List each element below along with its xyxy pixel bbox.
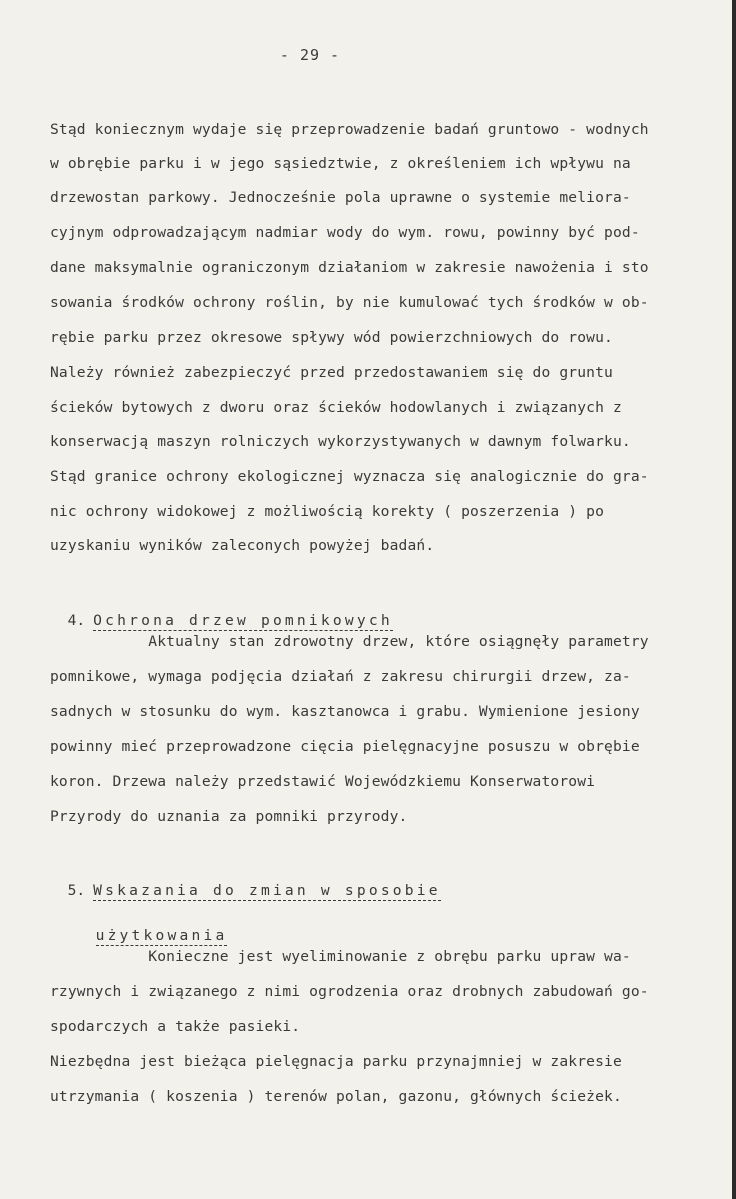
paragraph-line: drzewostan parkowy. Jednocześnie pola uprawne o systemie meliora-	[50, 189, 631, 206]
section-5-line: Niezbędna jest bieżąca pielęgnacja parku przynajmniej w zakresie	[50, 1053, 622, 1070]
section-5-heading	[50, 861, 441, 901]
page-number: - 29 -	[279, 46, 341, 64]
paragraph-line: konserwacją maszyn rolniczych wykorzystywanych w dawnym folwarku.	[50, 433, 631, 450]
section-5-number: 5.	[67, 882, 86, 899]
paragraph-line: sowania środków ochrony roślin, by nie kumulować tych środków w ob-	[50, 294, 649, 311]
paragraph-line: nic ochrony widokowej z możliwością korekty ( poszerzenia ) po	[50, 503, 605, 520]
paragraph-line: Stąd granice ochrony ekologicznej wyznacza się analogicznie do gra-	[50, 468, 649, 485]
paragraph-line: w obrębie parku i w jego sąsiedztwie, z określeniem ich wpływu na	[50, 155, 631, 172]
section-5-title-line2: użytkowania	[95, 927, 228, 944]
section-4-line: Przyrody do uznania za pomniki przyrody.	[50, 808, 408, 825]
paragraph-line: cyjnym odprowadzającym nadmiar wody do wym. rowu, powinny być pod-	[50, 224, 640, 241]
paragraph-line: Stąd koniecznym wydaje się przeprowadzenie badań gruntowo - wodnych	[50, 121, 649, 138]
section-4-line: Aktualny stan zdrowotny drzew, które osiągnęły parametry	[50, 633, 649, 650]
section-5-title-line1: Wskazania do zmian w sposobie	[93, 882, 441, 899]
paragraph-line: ścieków bytowych z dworu oraz ścieków hodowlanych i związanych z	[50, 399, 622, 416]
section-4-title: Ochrona drzew pomnikowych	[93, 612, 393, 629]
section-4-line: koron. Drzewa należy przedstawić Wojewódzkiemu Konserwatorowi	[50, 773, 596, 790]
section-4-heading	[50, 591, 393, 631]
page-edge	[732, 0, 736, 1199]
section-4-number: 4.	[67, 612, 86, 629]
section-5-line: rzywnych i związanego z nimi ogrodzenia oraz drobnych zabudowań go-	[50, 983, 649, 1000]
section-5-line: utrzymania ( koszenia ) terenów polan, gazonu, głównych ścieżek.	[50, 1088, 622, 1105]
paragraph-line: Należy również zabezpieczyć przed przedostawaniem się do gruntu	[50, 364, 613, 381]
section-4-line: sadnych w stosunku do wym. kasztanowca i grabu. Wymienione jesiony	[50, 703, 640, 720]
section-4-line: powinny mieć przeprowadzone cięcia pielęgnacyjne posuszu w obrębie	[50, 738, 640, 755]
paragraph-line: uzyskaniu wyników zaleconych powyżej badań.	[50, 537, 435, 554]
section-5-line: spodarczych a także pasieki.	[50, 1018, 301, 1035]
section-4-line: pomnikowe, wymaga podjęcia działań z zakresu chirurgii drzew, za-	[50, 668, 631, 685]
section-5-line: Konieczne jest wyeliminowanie z obrębu parku upraw wa-	[50, 948, 631, 965]
paragraph-line: dane maksymalnie ograniczonym działaniom w zakresie nawożenia i sto	[50, 259, 649, 276]
paragraph-line: rębie parku przez okresowe spływy wód powierzchniowych do rowu.	[50, 329, 613, 346]
section-5-heading-cont	[78, 906, 227, 946]
